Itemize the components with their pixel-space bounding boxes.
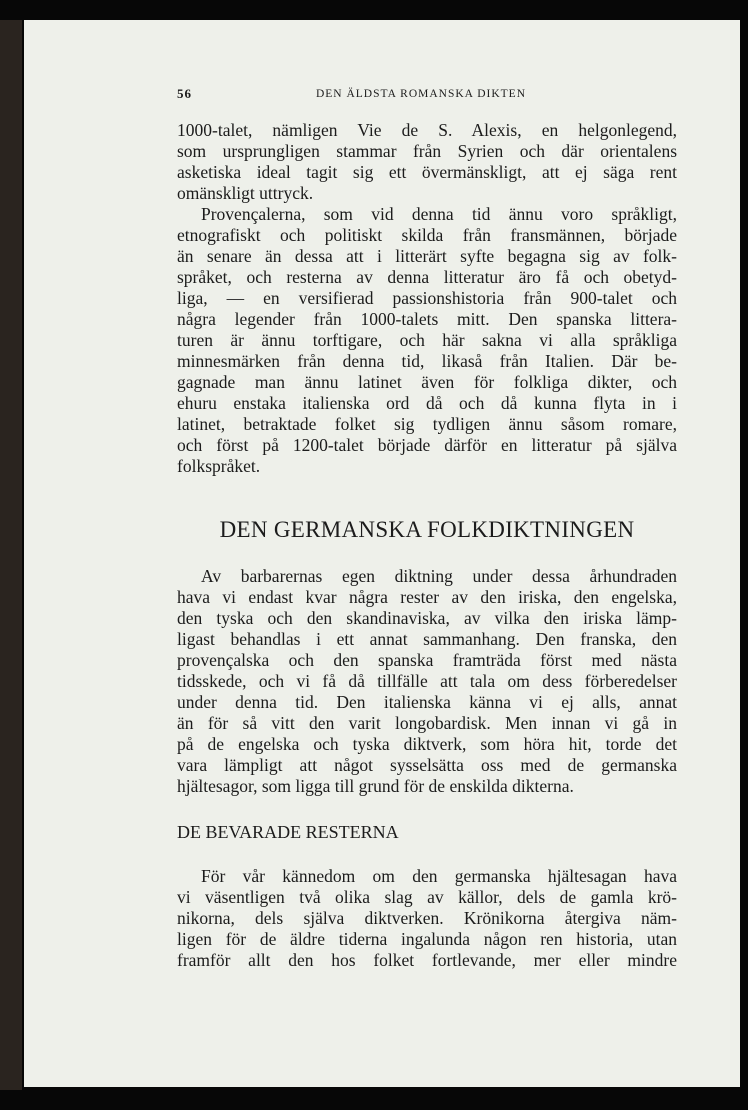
text-line: än senare än dessa att i litterärt syfte begagna sig av folk-	[177, 246, 677, 266]
text-line: under denna tid. Den italienska känna vi ej alls, annat	[177, 692, 677, 712]
text-line: latinet, betraktade folket sig tydligen ännu såsom romare,	[177, 414, 677, 434]
text-line: Av barbarernas egen diktning under dessa århundraden	[201, 566, 677, 586]
text-line: etnografiskt och politiskt skilda från fransmännen, började	[177, 225, 677, 245]
text-line: framför allt den hos folket fortlevande, mer eller mindre	[177, 950, 677, 970]
text-line: För vår kännedom om den germanska hjältesagan hava	[201, 866, 677, 886]
text-line: och först på 1200-talet började därför en litteratur på själva	[177, 435, 677, 455]
text-line: hava vi endast kvar några rester av den iriska, den engelska,	[177, 587, 677, 607]
text-line: nikorna, dels själva diktverken. Krönikorna återgiva näm-	[177, 908, 677, 928]
paragraph-2	[177, 204, 677, 477]
text-line: provençalska och den spanska framträda först med nästa	[177, 650, 677, 670]
text-line: 1000-talet, nämligen Vie de S. Alexis, en helgonlegend,	[177, 120, 677, 140]
text-line: ligast behandlas i ett annat sammanhang. Den franska, den	[177, 629, 677, 649]
text-line: några legender från 1000-talets mitt. Den spanska littera-	[177, 309, 677, 329]
text-line: gagnade man ännu latinet även för folkliga dikter, och	[177, 372, 677, 392]
text-line: ehuru enstaka italienska ord då och då kunna flyta in i	[177, 393, 677, 413]
paragraph-4	[177, 866, 677, 971]
text-line: liga, — en versifierad passionshistoria från 900-talet och	[177, 288, 677, 308]
book-spine-edge	[0, 20, 22, 1090]
paragraph-1	[177, 120, 677, 204]
subsection-heading: DE BEVARADE RESTERNA	[177, 822, 399, 842]
text-line: turen är ännu torftigare, och här sakna vi alla språkliga	[177, 330, 677, 350]
text-line: Provençalerna, som vid denna tid ännu voro språkligt,	[201, 204, 677, 224]
text-line: som ursprungligen stammar från Syrien och där orientalens	[177, 141, 677, 161]
text-line: ligen för de äldre tiderna ingalunda någon ren historia, utan	[177, 929, 677, 949]
text-line: tidsskede, och vi få då tillfälle att tala om dess förberedelser	[177, 671, 677, 691]
text-line: på de engelska och tyska diktverk, som höra hit, torde det	[177, 734, 677, 754]
text-line: omänskligt uttryck.	[177, 183, 314, 203]
text-line: vara lämpligt att något sysselsätta oss med de germanska	[177, 755, 677, 775]
text-line: asketiska ideal tagit sig ett övermänskligt, att ej säga rent	[177, 162, 677, 182]
running-title: DEN ÄLDSTA ROMANSKA DIKTEN	[315, 88, 527, 100]
text-line: än för så vitt den varit longobardisk. Men innan vi gå in	[177, 713, 677, 733]
text-line: folkspråket.	[177, 456, 261, 476]
text-line: minnesmärken från denna tid, likaså från Italien. Där be-	[177, 351, 677, 371]
text-line: hjältesagor, som ligga till grund för de enskilda dikterna.	[177, 776, 574, 796]
text-line: språket, och resterna av denna litteratur äro få och obetyd-	[177, 267, 677, 287]
text-line: vi väsentligen två olika slag av källor, dels de gamla krö-	[177, 887, 677, 907]
text-line: den tyska och den skandinaviska, av vilka den iriska lämp-	[177, 608, 677, 628]
running-header	[177, 88, 677, 100]
paragraph-3	[177, 566, 677, 797]
section-heading: DEN GERMANSKA FOLKDIKTNINGEN	[219, 517, 635, 542]
page-number: 56	[177, 86, 192, 101]
